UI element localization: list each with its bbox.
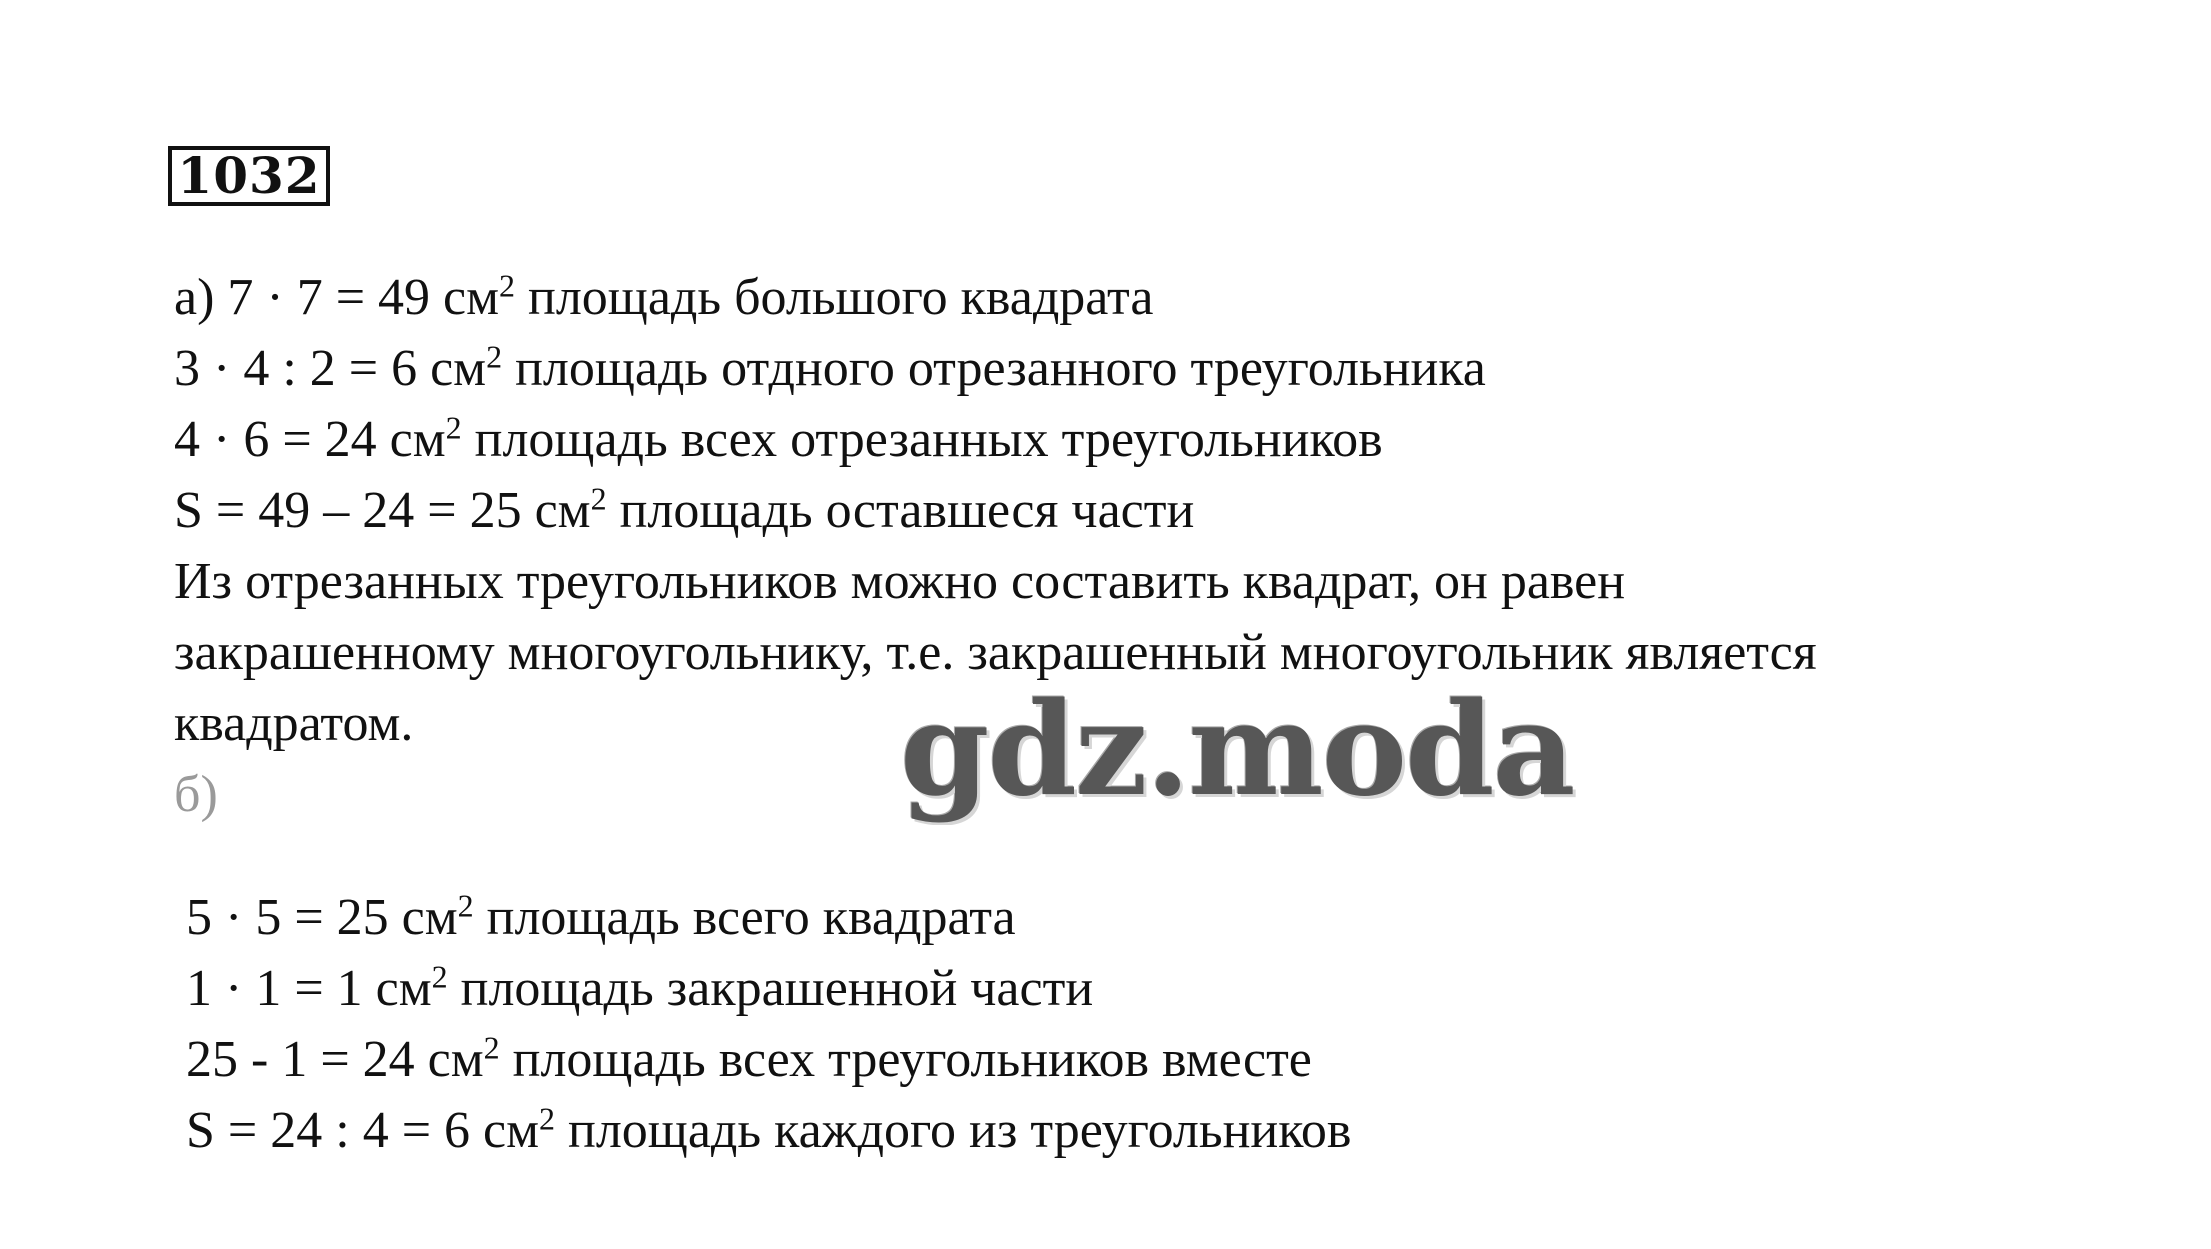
line-expression: 1 · 1 = 1 см [186,960,432,1017]
line-expression: S = 49 – 24 = 25 см [174,482,591,539]
unit-superscript: 2 [539,1100,556,1137]
line-description: площадь большого квадрата [515,269,1154,326]
paragraph-line: Из отрезанных треугольников можно составить квадрат, он равен [174,553,1626,610]
line-expression: 5 · 5 = 25 см [186,889,458,946]
task-number-box: 1032 [168,146,330,206]
solution-line [174,404,1817,475]
unit-superscript: 2 [457,887,474,924]
solution-line [174,333,1817,404]
solution-line [186,953,1351,1024]
unit-superscript: 2 [499,267,516,304]
line-expression: а) 7 · 7 = 49 см [174,269,500,326]
line-description: площадь закрашенной части [447,960,1094,1017]
solution-line [186,1024,1351,1095]
line-description: площадь всех треугольников вместе [499,1031,1312,1088]
unit-superscript: 2 [431,958,448,995]
line-expression: S = 24 : 4 = 6 см [186,1102,540,1159]
line-description: площадь отдного отрезанного треугольника [502,340,1486,397]
unit-superscript: 2 [590,480,607,517]
solution-line [174,475,1817,546]
paragraph-line: квадратом. [174,695,414,752]
unit-superscript: 2 [445,409,462,446]
solution-line [186,1095,1351,1166]
unit-superscript: 2 [486,338,503,375]
line-description: площадь всех отрезанных треугольников [461,411,1383,468]
line-expression: 3 · 4 : 2 = 6 см [174,340,487,397]
paragraph-line: закрашенному многоугольнику, т.е. закрашенный многоугольник является [174,624,1817,681]
line-expression: 25 - 1 = 24 см [186,1031,484,1088]
part-b-solution [186,882,1351,1166]
line-description: площадь оставшеся части [606,482,1195,539]
watermark-logo: gdz.moda [900,675,1574,825]
unit-superscript: 2 [483,1029,500,1066]
line-expression: 4 · 6 = 24 см [174,411,446,468]
line-description: площадь каждого из треугольников [555,1102,1352,1159]
line-description: площадь всего квадрата [473,889,1016,946]
solution-line [174,262,1817,333]
solution-line [186,882,1351,953]
part-b-label: б) [174,766,218,823]
